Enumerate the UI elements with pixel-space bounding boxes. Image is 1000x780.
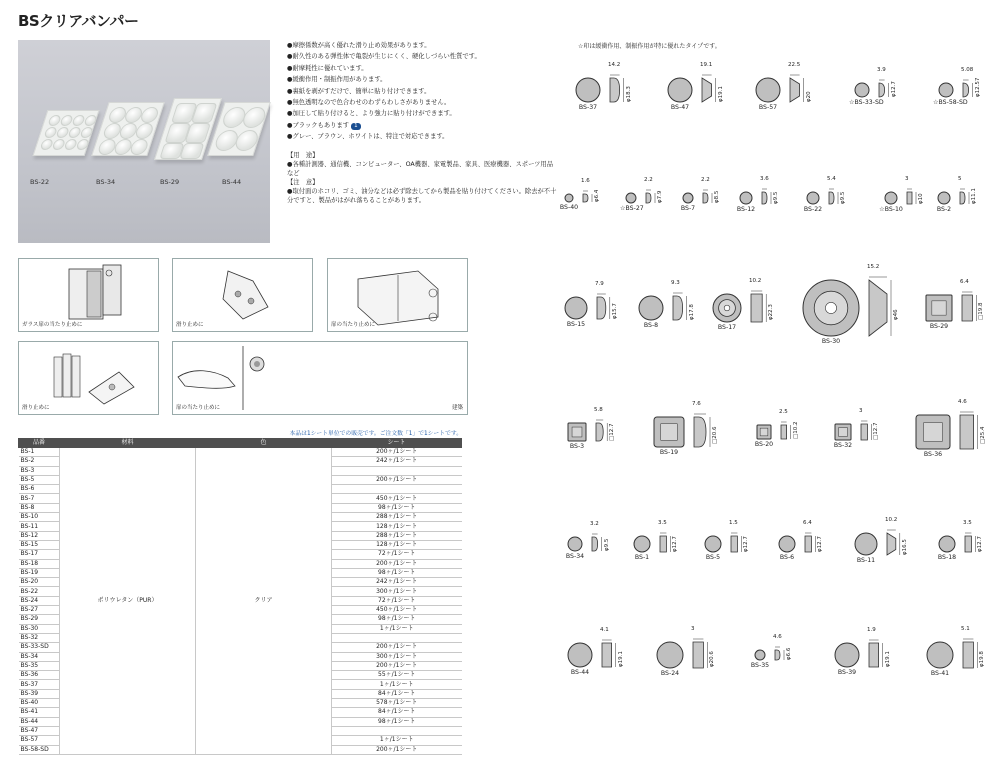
width-dimension: 2.5 bbox=[779, 409, 788, 415]
sheet-quantity: 55ヶ/1シート bbox=[332, 671, 462, 680]
width-dimension: 1.6 bbox=[581, 178, 590, 184]
width-dimension: 10.2 bbox=[885, 517, 898, 523]
part-number: BS-11 bbox=[19, 522, 60, 531]
sheet-quantity: 84ヶ/1シート bbox=[332, 708, 462, 717]
example-caption: 滑り止めに bbox=[22, 405, 50, 411]
sheet-quantity: 300ヶ/1シート bbox=[332, 587, 462, 596]
caution-heading: 【注 意】 bbox=[287, 178, 319, 186]
width-dimension: 4.6 bbox=[958, 399, 967, 405]
pad-sheet-bs34 bbox=[91, 102, 165, 156]
sheet-quantity: 98ヶ/1シート bbox=[332, 503, 462, 512]
diagram-shape bbox=[751, 419, 825, 455]
diagram-shape bbox=[849, 527, 931, 571]
part-number: BS-47 bbox=[19, 726, 60, 735]
example-bookend bbox=[18, 341, 159, 415]
part-label: BS-18 bbox=[937, 554, 957, 561]
sheet-quantity: 200ヶ/1シート bbox=[332, 559, 462, 568]
sheet-quantity bbox=[332, 726, 462, 735]
part-number: BS-29 bbox=[19, 615, 60, 624]
example-glass-door bbox=[18, 258, 159, 332]
height-dimension: φ20.6 bbox=[709, 651, 716, 667]
sheet-quantity: 1ヶ/1シート bbox=[332, 736, 462, 745]
width-dimension: 5.8 bbox=[594, 407, 603, 413]
height-dimension: φ18.3 bbox=[625, 86, 632, 102]
part-label: BS-11 bbox=[856, 557, 876, 564]
part-number: BS-32 bbox=[19, 633, 60, 642]
part-label: BS-22 bbox=[803, 206, 823, 213]
col-header-material: 材料 bbox=[60, 439, 196, 448]
width-dimension: 6.4 bbox=[803, 520, 812, 526]
height-dimension: φ19.1 bbox=[884, 651, 891, 667]
width-dimension: 5.08 bbox=[961, 67, 974, 73]
part-number: BS-44 bbox=[19, 717, 60, 726]
part-number: BS-30 bbox=[19, 624, 60, 633]
width-dimension: 1.5 bbox=[729, 520, 738, 526]
height-dimension: φ9.5 bbox=[603, 538, 610, 551]
sheet-quantity: 72ヶ/1シート bbox=[332, 550, 462, 559]
width-dimension: 3.5 bbox=[963, 520, 972, 526]
part-label: BS-34 bbox=[565, 553, 585, 560]
width-dimension: 4.1 bbox=[600, 627, 609, 633]
part-label: BS-47 bbox=[670, 104, 690, 111]
part-label: BS-20 bbox=[754, 441, 774, 448]
diagram-shape bbox=[933, 530, 1000, 568]
example-caption: 滑り止めに bbox=[176, 322, 204, 328]
sheet-quantity: 98ヶ/1シート bbox=[332, 615, 462, 624]
feature-item: ●緩衝作用・制振作用があります。 bbox=[287, 76, 387, 84]
part-number: BS-18 bbox=[19, 559, 60, 568]
feature-item: ●耐久性のある弾性体で亀裂が生じにくく、硬化しづらい性質です。 bbox=[287, 53, 481, 61]
black-badge[interactable]: 1 bbox=[351, 123, 361, 130]
part-number: BS-2 bbox=[19, 457, 60, 466]
height-dimension: φ19.1 bbox=[617, 651, 624, 667]
example-caption: 扉の当たり止めに bbox=[331, 322, 376, 328]
height-dimension: φ8.5 bbox=[714, 190, 720, 203]
table-note: 本品は1シート単位での販売です。ご注文数「1」で1シートです。 bbox=[289, 431, 462, 437]
part-label: BS-39 bbox=[837, 669, 857, 676]
diagram-shape bbox=[773, 530, 849, 568]
part-label: BS-15 bbox=[566, 321, 586, 328]
part-number: BS-34 bbox=[19, 652, 60, 661]
photo-label: BS-22 bbox=[30, 178, 50, 186]
height-dimension: φ20 bbox=[805, 91, 812, 102]
sheet-quantity: 1ヶ/1シート bbox=[332, 680, 462, 689]
col-header-sheet: シート bbox=[332, 439, 462, 448]
part-label: BS-1 bbox=[634, 554, 650, 561]
diagram-shape bbox=[750, 72, 834, 118]
width-dimension: 14.2 bbox=[608, 62, 621, 68]
sheet-quantity: 450ヶ/1シート bbox=[332, 606, 462, 615]
diagram-shape bbox=[562, 637, 646, 683]
height-dimension: φ16.5 bbox=[901, 539, 908, 555]
part-number: BS-12 bbox=[19, 531, 60, 540]
width-dimension: 3.6 bbox=[760, 176, 769, 182]
part-label: BS-5 bbox=[705, 554, 721, 561]
height-dimension: φ46 bbox=[893, 309, 899, 320]
sheet-quantity: 578ヶ/1シート bbox=[332, 699, 462, 708]
spec-table bbox=[18, 438, 462, 755]
sheet-quantity bbox=[332, 633, 462, 642]
sheet-quantity: 98ヶ/1シート bbox=[332, 717, 462, 726]
sheet-quantity bbox=[332, 466, 462, 475]
feature-item: ●耐摩耗性に優れています。 bbox=[287, 64, 368, 72]
part-number: BS-17 bbox=[19, 550, 60, 559]
photo-label: BS-44 bbox=[222, 178, 242, 186]
caution-text: ●取付面のホコリ、ゴミ、油分などは必ず除去してから製品を貼り付けてください。除去が不十分ですと、製品がはがれ落ちることがあります。 bbox=[287, 187, 557, 204]
part-label: ☆BS-27 bbox=[620, 205, 644, 212]
sheet-quantity: 450ヶ/1シート bbox=[332, 494, 462, 503]
feature-item: ●加圧して貼り付けると、より強力に貼り付けができます。 bbox=[287, 110, 456, 118]
sheet-quantity: 288ヶ/1シート bbox=[332, 531, 462, 540]
diagram-shape bbox=[628, 530, 704, 568]
part-label: BS-19 bbox=[659, 449, 679, 456]
part-number: BS-35 bbox=[19, 661, 60, 670]
part-number: BS-39 bbox=[19, 689, 60, 698]
diagram-shape bbox=[829, 418, 905, 456]
width-dimension: 2.2 bbox=[701, 177, 710, 183]
part-label: BS-17 bbox=[717, 324, 737, 331]
sheet-quantity: 300ヶ/1シート bbox=[332, 652, 462, 661]
width-dimension: 2.2 bbox=[644, 177, 653, 183]
part-label: BS-6 bbox=[779, 554, 795, 561]
part-label: BS-2 bbox=[936, 206, 952, 213]
height-dimension: □12.7 bbox=[873, 422, 880, 440]
part-label: BS-24 bbox=[660, 670, 680, 677]
width-dimension: 3.5 bbox=[658, 520, 667, 526]
col-header-color: 色 bbox=[196, 439, 332, 448]
height-dimension: φ19.8 bbox=[979, 651, 986, 667]
width-dimension: 7.6 bbox=[692, 401, 701, 407]
part-number: BS-3 bbox=[19, 466, 60, 475]
sheet-quantity: 200ヶ/1シート bbox=[332, 745, 462, 754]
height-dimension: φ6.6 bbox=[786, 647, 792, 660]
feature-item: ●グレー、ブラウン、ホワイトは、特注で対応できます。 bbox=[287, 133, 449, 141]
part-label: BS-37 bbox=[578, 104, 598, 111]
part-number: BS-58-SD bbox=[19, 745, 60, 754]
part-label: BS-40 bbox=[559, 204, 579, 211]
sheet-quantity: 200ヶ/1シート bbox=[332, 475, 462, 484]
height-dimension: □25.4 bbox=[979, 426, 986, 444]
part-number: BS-19 bbox=[19, 568, 60, 577]
sheet-quantity: 288ヶ/1シート bbox=[332, 513, 462, 522]
product-photo bbox=[18, 40, 270, 243]
usage-heading: 【用 途】 bbox=[287, 151, 319, 159]
color-cell: クリア bbox=[196, 448, 332, 755]
part-label: BS-41 bbox=[930, 670, 950, 677]
table-row bbox=[19, 448, 462, 457]
width-dimension: 4.6 bbox=[773, 634, 782, 640]
height-dimension: φ9.5 bbox=[773, 191, 779, 204]
width-dimension: 19.1 bbox=[700, 62, 713, 68]
width-dimension: 3.9 bbox=[877, 67, 886, 73]
height-dimension: φ12.7 bbox=[672, 536, 679, 552]
sheet-quantity: 84ヶ/1シート bbox=[332, 689, 462, 698]
part-number: BS-6 bbox=[19, 485, 60, 494]
example-door-stop bbox=[327, 258, 468, 332]
sheet-quantity: 128ヶ/1シート bbox=[332, 540, 462, 549]
feature-item: ●無色透明なので色合わせのわずらわしさがありません。 bbox=[287, 99, 451, 107]
col-header-part: 品番 bbox=[19, 439, 60, 448]
part-number: BS-15 bbox=[19, 540, 60, 549]
diagram-shape bbox=[570, 72, 654, 118]
sheet-quantity: 242ヶ/1シート bbox=[332, 578, 462, 587]
part-label: ☆BS-58-SD bbox=[933, 99, 968, 106]
diagram-shape bbox=[749, 644, 819, 676]
diagram-shape bbox=[849, 77, 923, 113]
sheet-quantity: 1ヶ/1シート bbox=[332, 624, 462, 633]
example-slip-stop-plate bbox=[172, 258, 313, 332]
width-dimension: 15.2 bbox=[867, 264, 880, 270]
height-dimension: φ15.7 bbox=[611, 303, 618, 319]
width-dimension: 22.5 bbox=[788, 62, 801, 68]
part-number: BS-1 bbox=[19, 448, 60, 457]
part-label: ☆BS-10 bbox=[879, 206, 903, 213]
width-dimension: 5.4 bbox=[827, 176, 836, 182]
sheet-quantity: 72ヶ/1シート bbox=[332, 596, 462, 605]
part-label: BS-29 bbox=[929, 323, 949, 330]
width-dimension: 3 bbox=[691, 626, 695, 632]
diagram-shape bbox=[662, 72, 746, 118]
part-label: ☆BS-33-SD bbox=[849, 99, 884, 106]
part-number: BS-27 bbox=[19, 606, 60, 615]
diagram-shape bbox=[933, 77, 1000, 113]
width-dimension: 9.3 bbox=[671, 280, 680, 286]
part-number: BS-20 bbox=[19, 578, 60, 587]
example-architectural-door bbox=[172, 341, 468, 415]
part-label: BS-36 bbox=[923, 451, 943, 458]
sheet-quantity: 128ヶ/1シート bbox=[332, 522, 462, 531]
spec-table-body bbox=[19, 448, 462, 755]
width-dimension: 3 bbox=[905, 176, 909, 182]
diagram-shape bbox=[699, 530, 775, 568]
width-dimension: 5.1 bbox=[961, 626, 970, 632]
sheet-quantity: 200ヶ/1シート bbox=[332, 643, 462, 652]
part-number: BS-8 bbox=[19, 503, 60, 512]
part-number: BS-57 bbox=[19, 736, 60, 745]
width-dimension: 7.9 bbox=[595, 281, 604, 287]
width-dimension: 10.2 bbox=[749, 278, 762, 284]
height-dimension: □10.2 bbox=[792, 421, 799, 439]
height-dimension: φ12.7 bbox=[743, 536, 750, 552]
part-number: BS-22 bbox=[19, 587, 60, 596]
height-dimension: φ22.3 bbox=[768, 304, 775, 320]
part-number: BS-37 bbox=[19, 680, 60, 689]
diagram-shape bbox=[829, 637, 913, 683]
sheet-quantity: 200ヶ/1シート bbox=[332, 661, 462, 670]
part-number: BS-36 bbox=[19, 671, 60, 680]
feature-item: ●ブラックもあります 1 bbox=[287, 120, 557, 131]
page-title: BSクリアバンパー bbox=[18, 12, 139, 30]
feature-item: ●摩擦係数が高く優れた滑り止め効果があります。 bbox=[287, 42, 431, 49]
photo-label: BS-34 bbox=[96, 178, 116, 186]
sheet-quantity: 242ヶ/1シート bbox=[332, 457, 462, 466]
diagram-shape bbox=[559, 291, 641, 335]
star-note: ☆印は緩衝作用、制振作用が特に優れたタイプです。 bbox=[578, 43, 721, 50]
height-dimension: φ10 bbox=[918, 193, 924, 204]
photo-label: BS-29 bbox=[160, 178, 180, 186]
height-dimension: φ12.57 bbox=[974, 77, 981, 97]
diagram-shape bbox=[932, 186, 1000, 220]
part-label: BS-3 bbox=[569, 443, 585, 450]
height-dimension: φ12.7 bbox=[977, 536, 984, 552]
diagram-shape bbox=[559, 188, 627, 218]
part-number: BS-5 bbox=[19, 475, 60, 484]
feature-item: ●裏紙を剥がすだけで、簡単に貼り付けできます。 bbox=[287, 87, 431, 95]
part-number: BS-33-SD bbox=[19, 643, 60, 652]
part-label: BS-7 bbox=[680, 205, 696, 212]
height-dimension: φ7.9 bbox=[657, 190, 663, 203]
width-dimension: 5 bbox=[958, 176, 962, 182]
diagram-shape bbox=[734, 186, 806, 220]
width-dimension: 3 bbox=[859, 408, 863, 414]
diagram-shape bbox=[562, 417, 640, 457]
width-dimension: 6.4 bbox=[960, 279, 969, 285]
sheet-quantity bbox=[332, 485, 462, 494]
part-label: BS-57 bbox=[758, 104, 778, 111]
part-number: BS-24 bbox=[19, 596, 60, 605]
width-dimension: 3.2 bbox=[590, 521, 599, 527]
part-label: BS-44 bbox=[570, 669, 590, 676]
part-number: BS-40 bbox=[19, 699, 60, 708]
part-label: BS-12 bbox=[736, 206, 756, 213]
usage-text: ●各種計測器、通信機、コンピューター、OA機器、家電製品、家具、医療機器、スポーツ用品など bbox=[287, 160, 554, 177]
diagram-shape bbox=[801, 186, 873, 220]
width-dimension: 1.9 bbox=[867, 627, 876, 633]
part-number: BS-10 bbox=[19, 513, 60, 522]
height-dimension: □20.6 bbox=[712, 426, 718, 444]
feature-list bbox=[287, 40, 557, 205]
part-number: BS-41 bbox=[19, 708, 60, 717]
material-cell: ポリウレタン（PUR） bbox=[60, 448, 196, 755]
part-label: BS-35 bbox=[750, 662, 770, 669]
example-caption: ガラス扉の当たり止めに bbox=[22, 322, 83, 328]
example-caption: 扉の当たり止めに bbox=[176, 405, 221, 411]
sheet-quantity: 200ヶ/1シート bbox=[332, 448, 462, 457]
part-label: BS-8 bbox=[643, 322, 659, 329]
sheet-quantity: 98ヶ/1シート bbox=[332, 568, 462, 577]
height-dimension: φ17.8 bbox=[688, 304, 695, 320]
part-label: BS-32 bbox=[833, 442, 853, 449]
height-dimension: □12.7 bbox=[609, 423, 616, 441]
height-dimension: □19.8 bbox=[978, 302, 985, 320]
example-caption-secondary: 建築 bbox=[451, 405, 463, 411]
height-dimension: φ12.7 bbox=[890, 81, 897, 97]
height-dimension: φ6.4 bbox=[594, 189, 600, 202]
part-number: BS-7 bbox=[19, 494, 60, 503]
diagram-shape bbox=[562, 531, 636, 567]
part-label: BS-30 bbox=[821, 338, 841, 345]
height-dimension: φ19.1 bbox=[717, 86, 724, 102]
height-dimension: φ12.7 bbox=[817, 536, 824, 552]
height-dimension: φ9.5 bbox=[840, 191, 846, 204]
diagram-shape bbox=[633, 290, 717, 336]
height-dimension: φ11.1 bbox=[971, 188, 977, 204]
pad-sheet-bs22 bbox=[33, 110, 100, 156]
